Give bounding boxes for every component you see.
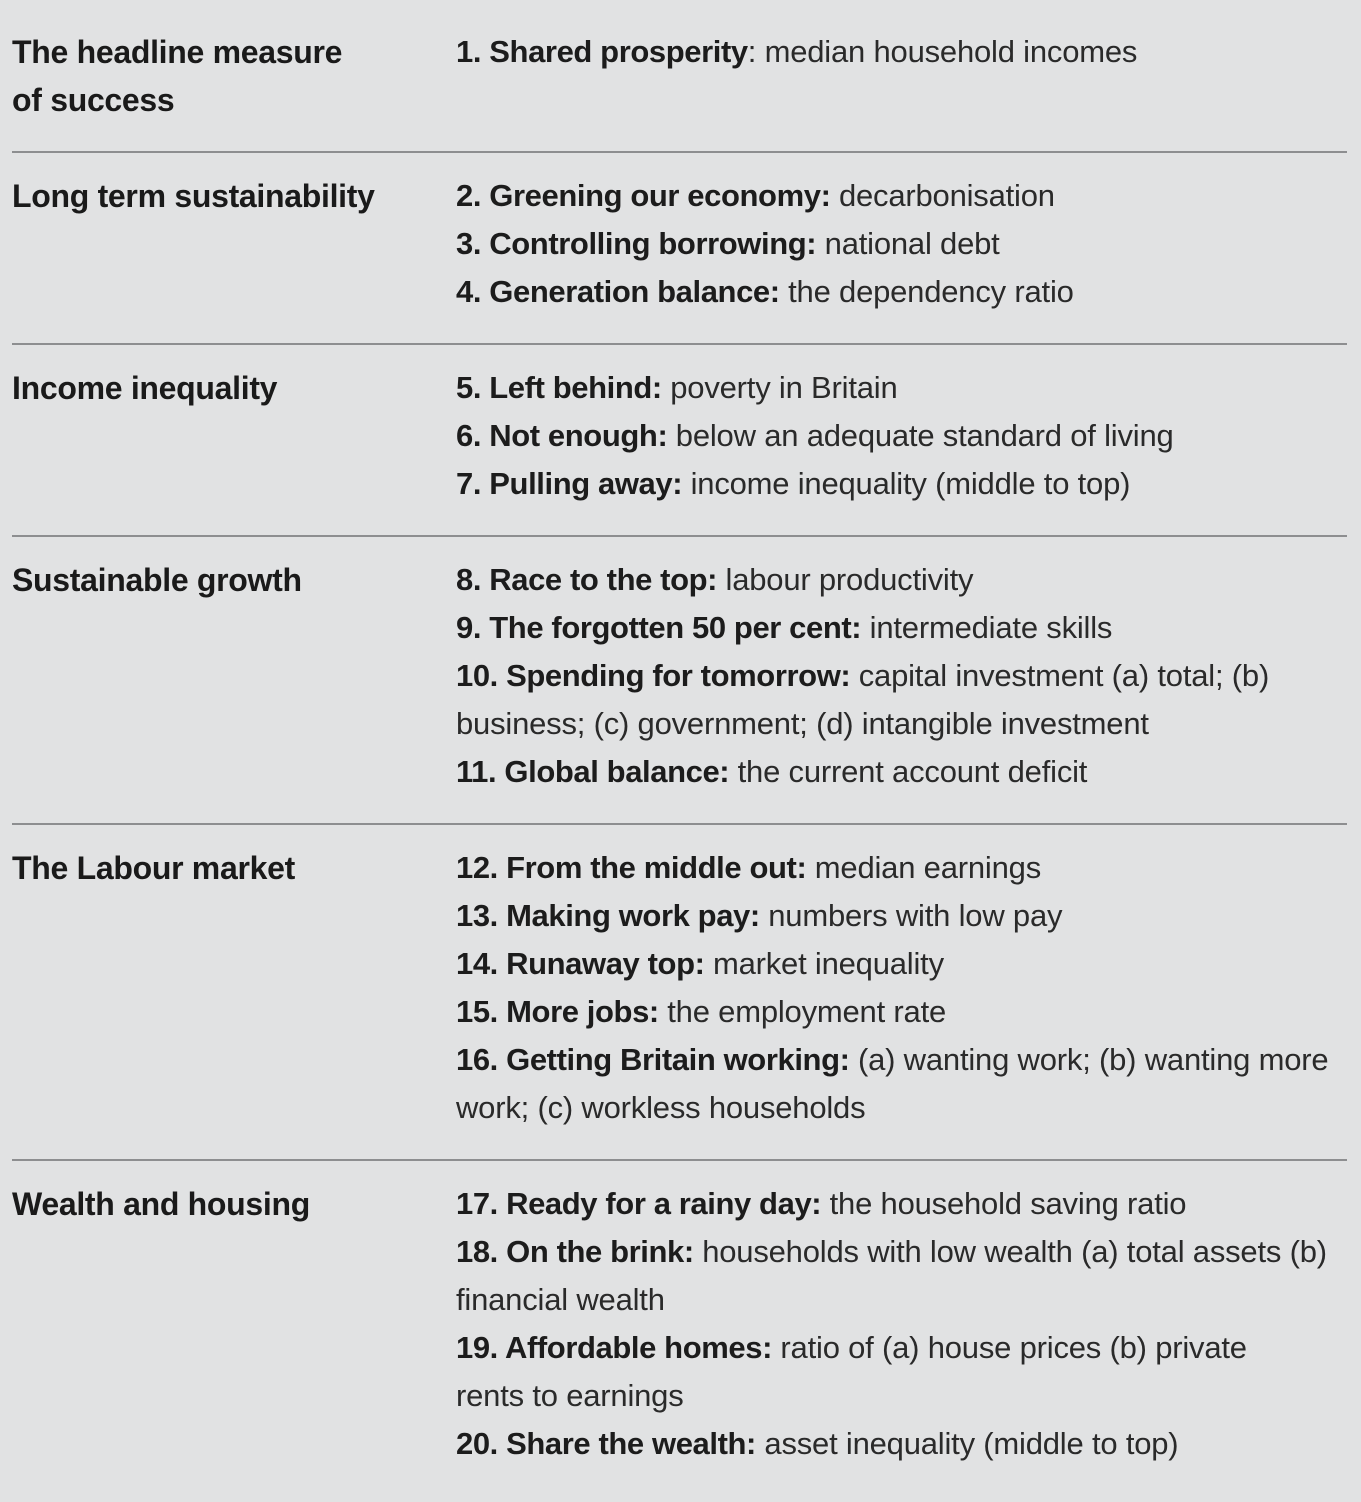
indicator-description: the current account deficit	[729, 754, 1088, 789]
section-heading	[12, 1180, 432, 1228]
indicator-label: 12. From the middle out:	[456, 850, 807, 885]
indicator-description: below an adequate standard of living	[667, 418, 1174, 453]
indicator-description: intermediate skills	[861, 610, 1113, 645]
indicator-label: 15. More jobs:	[456, 994, 659, 1029]
indicator-label: 10. Spending for tomorrow:	[456, 658, 851, 693]
indicator-list	[456, 28, 1351, 76]
heading-line: Income inequality	[12, 370, 278, 406]
indicator-description: decarbonisation	[830, 178, 1055, 213]
section-heading	[12, 556, 432, 604]
indicator-description: ratio of (a) house prices (b) private rents to earnings	[456, 1330, 1247, 1413]
indicator-label: 18. On the brink:	[456, 1234, 694, 1269]
indicator-label: 4. Generation balance:	[456, 274, 780, 309]
indicator-item	[456, 460, 1351, 508]
indicator-label: 16. Getting Britain working:	[456, 1042, 850, 1077]
indicator-label: 17. Ready for a rainy day:	[456, 1186, 822, 1221]
indicator-item	[456, 268, 1351, 316]
indicator-description: income inequality (middle to top)	[682, 466, 1131, 501]
section-heading	[12, 844, 432, 892]
indicator-item	[456, 556, 1351, 604]
heading-line: of success	[12, 82, 175, 118]
section-divider	[12, 343, 1347, 345]
indicator-item	[456, 1420, 1351, 1468]
indicator-item	[456, 892, 1351, 940]
indicator-label: 5. Left behind:	[456, 370, 662, 405]
indicator-item	[456, 412, 1351, 460]
indicator-item	[456, 652, 1286, 748]
indicator-description: households with low wealth (a) total assets (b) financial wealth	[456, 1234, 1327, 1317]
indicator-item	[456, 364, 1351, 412]
indicator-description: the household saving ratio	[821, 1186, 1187, 1221]
indicator-item	[456, 1036, 1336, 1132]
section-heading	[12, 364, 432, 412]
heading-line: Sustainable growth	[12, 562, 302, 598]
indicator-item	[456, 988, 1351, 1036]
indicator-description: poverty in Britain	[661, 370, 898, 405]
indicator-description: median earnings	[806, 850, 1041, 885]
indicator-description: asset inequality (middle to top)	[755, 1426, 1179, 1461]
indicator-item	[456, 844, 1351, 892]
indicator-description: numbers with low pay	[759, 898, 1063, 933]
indicator-label: 1. Shared prosperity	[456, 34, 748, 69]
heading-line: The Labour market	[12, 850, 295, 886]
indicator-item	[456, 748, 1351, 796]
heading-line: Long term sustainability	[12, 178, 375, 214]
indicator-item	[456, 172, 1351, 220]
indicator-list	[456, 1180, 1351, 1468]
indicator-label: 20. Share the wealth:	[456, 1426, 756, 1461]
indicator-item	[456, 1228, 1351, 1324]
section-heading	[12, 28, 432, 124]
section-divider	[12, 823, 1347, 825]
section-divider	[12, 1159, 1347, 1161]
indicator-item	[456, 28, 1351, 76]
indicator-description: the employment rate	[658, 994, 947, 1029]
indicator-label: 3. Controlling borrowing:	[456, 226, 817, 261]
heading-line: The headline measure	[12, 34, 343, 70]
indicator-description: capital investment (a) total; (b) business; (c) government; (d) intangible investment	[456, 658, 1270, 741]
indicator-label: 8. Race to the top:	[456, 562, 718, 597]
indicator-label: 9. The forgotten 50 per cent:	[456, 610, 862, 645]
indicator-description: national debt	[816, 226, 1000, 261]
indicator-list	[456, 844, 1351, 1132]
indicator-label: 7. Pulling away:	[456, 466, 683, 501]
indicator-description: the dependency ratio	[779, 274, 1074, 309]
section-heading	[12, 172, 432, 220]
indicator-label: 11. Global balance:	[456, 754, 730, 789]
indicator-label: 13. Making work pay:	[456, 898, 760, 933]
indicator-list	[456, 172, 1351, 316]
indicator-description: (a) wanting work; (b) wanting more work; (c) workless households	[456, 1042, 1329, 1125]
indicator-description: : median household incomes	[747, 34, 1138, 69]
indicator-item	[456, 604, 1351, 652]
indicator-item	[456, 1180, 1351, 1228]
indicator-item	[456, 220, 1351, 268]
indicator-list	[456, 364, 1351, 508]
heading-line: Wealth and housing	[12, 1186, 311, 1222]
indicator-label: 14. Runaway top:	[456, 946, 705, 981]
indicator-label: 6. Not enough:	[456, 418, 668, 453]
section-divider	[12, 535, 1347, 537]
indicator-description: labour productivity	[717, 562, 974, 597]
indicator-item	[456, 1324, 1316, 1420]
indicator-item	[456, 940, 1351, 988]
indicator-list	[456, 556, 1351, 796]
indicator-label: 2. Greening our economy:	[456, 178, 831, 213]
indicator-label: 19. Affordable homes:	[456, 1330, 773, 1365]
section-divider	[12, 151, 1347, 153]
indicator-description: market inequality	[704, 946, 944, 981]
